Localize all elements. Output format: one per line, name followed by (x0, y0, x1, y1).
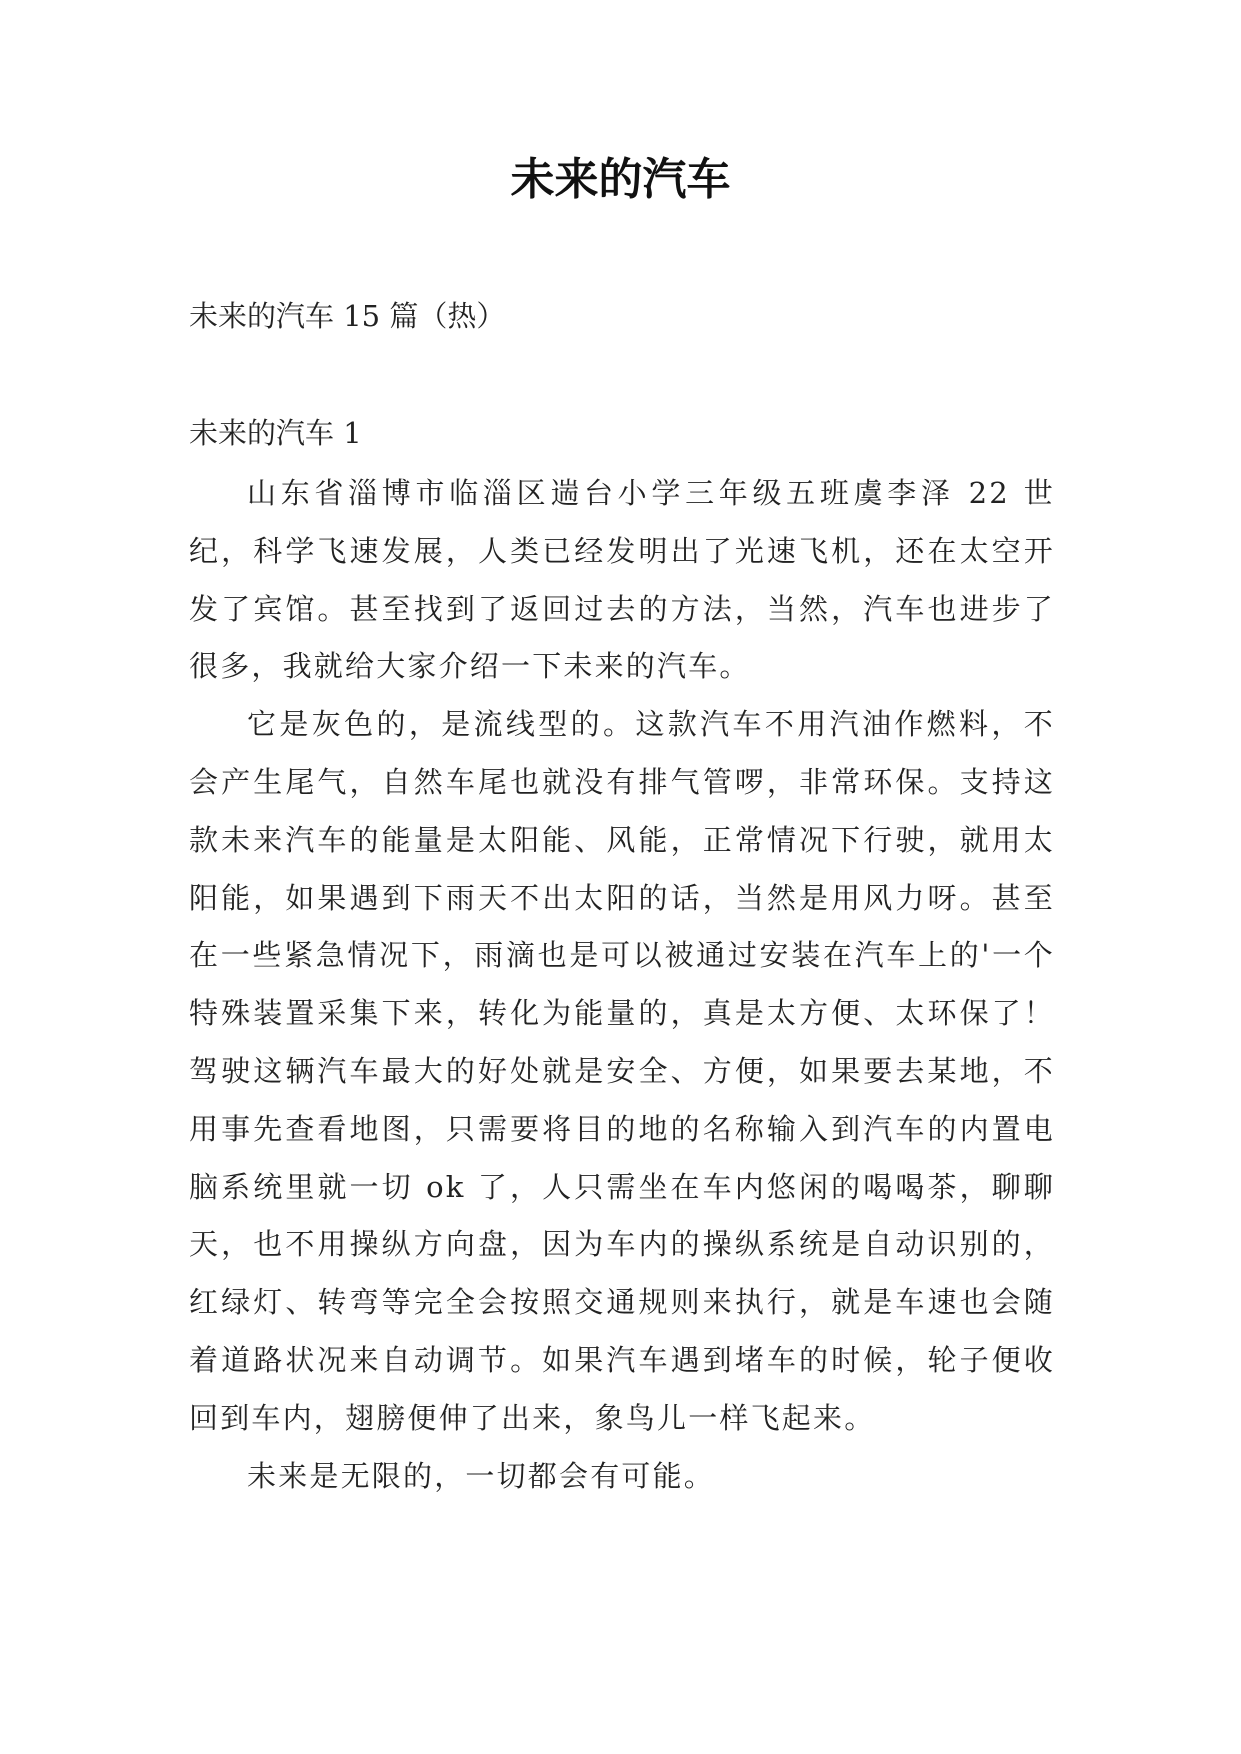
section-heading: 未来的汽车 1 (189, 416, 362, 450)
paragraph: 山东省淄博市临淄区遄台小学三年级五班虞李泽 22 世纪，科学飞速发展，人类已经发明出了光速飞机，还在太空开发了宾馆。甚至找到了返回过去的方法，当然，汽车也进步了很多，我就给大家介绍一下未来的汽车。 (189, 476, 1055, 684)
document-subtitle: 未来的汽车 15 篇（热） (189, 299, 506, 333)
article-body (189, 465, 1055, 1505)
document-title: 未来的汽车 (510, 154, 731, 205)
paragraph: 它是灰色的，是流线型的。这款汽车不用汽油作燃料，不会产生尾气，自然车尾也就没有排气管啰，非常环保。支持这款未来汽车的能量是太阳能、风能，正常情况下行驶，就用太阳能，如果遇到下雨天不出太阳的话，当然是用风力呀。甚至在一些紧急情况下，雨滴也是可以被通过安装在汽车上的'一个特殊装置采集下来，转化为能量的，真是太方便、太环保了！驾驶这辆汽车最大的好处就是安全、方便，如果要去某地，不用事先查看地图，只需要将目的地的名称输入到汽车的内置电脑系统里就一切 ok 了，人只需坐在车内悠闲的喝喝茶，聊聊天，也不用操纵方向盘，因为车内的操纵系统是自动识别的，红绿灯、转弯等完全会按照交通规则来执行，就是车速也会随着道路状况来自动调节。如果汽车遇到堵车的时候，轮子便收回到车内，翅膀便伸了出来，象鸟儿一样飞起来。 (189, 707, 1055, 1435)
paragraph: 未来是无限的，一切都会有可能。 (247, 1458, 716, 1493)
